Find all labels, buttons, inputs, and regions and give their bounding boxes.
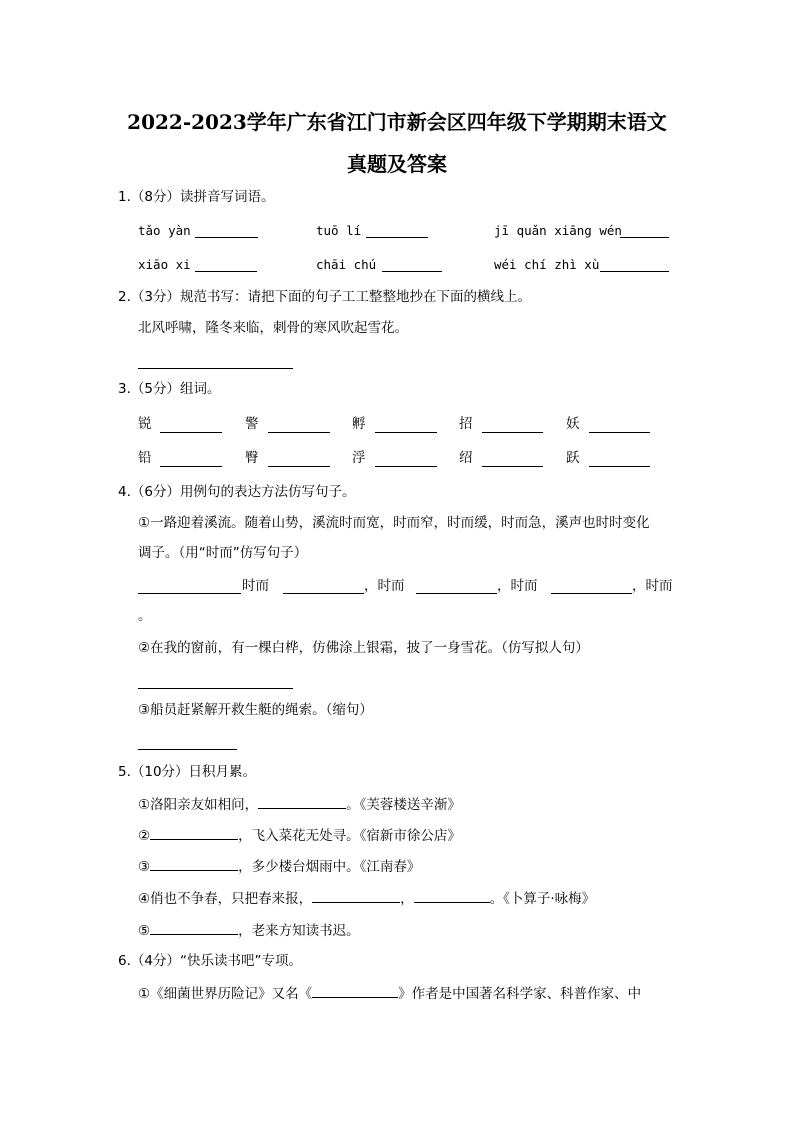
answer-blank[interactable] xyxy=(600,271,669,272)
q3-char: 招 xyxy=(459,416,473,432)
q5-item-2: ② ，飞入菜花无处寻。《宿新市徐公店》 xyxy=(138,825,461,845)
q1-heading: 1.（8分）读拼音写词语。 xyxy=(118,189,275,205)
pinyin-5: chāi chú xyxy=(316,257,377,272)
q3-char: 锐 xyxy=(138,416,152,432)
answer-blank[interactable] xyxy=(160,432,222,433)
answer-blank[interactable] xyxy=(620,237,669,238)
answer-blank[interactable] xyxy=(482,466,543,467)
answer-blank[interactable] xyxy=(375,466,437,467)
q3-char: 妖 xyxy=(566,416,580,432)
q3-heading: 3.（5分）组词。 xyxy=(118,381,221,397)
q3-char: 绍 xyxy=(459,450,473,466)
q3-char: 警 xyxy=(245,416,259,432)
answer-blank[interactable] xyxy=(312,888,400,903)
q2-sentence: 北风呼啸，隆冬来临，刺骨的寒风吹起雪花。 xyxy=(138,320,408,336)
answer-blank[interactable] xyxy=(482,432,543,433)
q3-char: 铅 xyxy=(138,450,152,466)
q4-shier: ，时而 xyxy=(632,578,673,594)
q4-s2: ②在我的窗前，有一棵白桦，仿佛涂上银霜，披了一身雪花。（仿写拟人句） xyxy=(138,640,589,656)
q3-char: 孵 xyxy=(352,416,366,432)
answer-blank[interactable] xyxy=(551,593,632,594)
doc-title-line1: 2022-2023学年广东省江门市新会区四年级下学期期末语文 xyxy=(127,110,667,134)
answer-line[interactable] xyxy=(138,368,293,369)
q4-heading: 4.（6分）用例句的表达方法仿写句子。 xyxy=(118,484,356,500)
q4-period: 。 xyxy=(138,608,152,624)
q4-s3: ③船员赶紧解开救生艇的绳索。（缩句） xyxy=(138,702,373,718)
answer-blank[interactable] xyxy=(195,271,257,272)
q3-char: 跃 xyxy=(566,450,580,466)
q4-s1-line1: ①一路迎着溪流。随着山势，溪流时而宽，时而窄，时而缓，时而急，溪声也时时变化 xyxy=(138,515,650,531)
answer-blank[interactable] xyxy=(150,856,238,871)
q4-shier: ，时而 xyxy=(364,578,405,594)
pinyin-3: jī quǎn xiāng wén xyxy=(494,223,622,238)
pinyin-4: xiāo xi xyxy=(138,257,191,272)
q2-heading: 2.（3分）规范书写：请把下面的句子工工整整地抄在下面的横线上。 xyxy=(118,289,531,305)
answer-blank[interactable] xyxy=(138,593,241,594)
q3-char: 臀 xyxy=(245,450,259,466)
q5-heading: 5.（10分）日积月累。 xyxy=(118,764,257,780)
answer-blank[interactable] xyxy=(589,466,650,467)
answer-blank[interactable] xyxy=(160,466,222,467)
answer-line[interactable] xyxy=(138,688,293,689)
answer-blank[interactable] xyxy=(382,271,442,272)
answer-blank[interactable] xyxy=(195,237,258,238)
q6-heading: 6.（4分）“快乐读书吧”专项。 xyxy=(118,953,302,969)
answer-blank[interactable] xyxy=(258,794,346,809)
q5-item-1: ①洛阳亲友如相问， 。《芙蓉楼送辛渐》 xyxy=(138,794,461,814)
answer-blank[interactable] xyxy=(312,983,398,998)
q4-s1-line2: 调子。（用“时而”仿写句子） xyxy=(138,545,308,561)
q4-shier: ，时而 xyxy=(497,578,538,594)
answer-blank[interactable] xyxy=(375,432,437,433)
answer-blank[interactable] xyxy=(150,920,238,935)
answer-blank[interactable] xyxy=(416,593,497,594)
q5-item-3: ③ ，多少楼台烟雨中。《江南春》 xyxy=(138,856,420,876)
q3-char: 浮 xyxy=(352,450,366,466)
q6-item-1: ①《细菌世界历险记》又名《 》作者是中国著名科学家、科普作家、中 xyxy=(138,983,641,1003)
pinyin-2: tuō lí xyxy=(316,223,362,238)
doc-title-line2: 真题及答案 xyxy=(347,152,447,176)
answer-line[interactable] xyxy=(138,749,237,750)
answer-blank[interactable] xyxy=(283,593,364,594)
answer-blank[interactable] xyxy=(366,237,428,238)
answer-blank[interactable] xyxy=(268,432,330,433)
answer-blank[interactable] xyxy=(268,466,330,467)
pinyin-1: tǎo yàn xyxy=(138,223,191,238)
q5-item-4: ④俏也不争春，只把春来报， ， 。《卜算子·咏梅》 xyxy=(138,888,595,908)
answer-blank[interactable] xyxy=(150,825,238,840)
q5-item-5: ⑤ ，老来方知读书迟。 xyxy=(138,920,360,940)
answer-blank[interactable] xyxy=(414,888,490,903)
answer-blank[interactable] xyxy=(589,432,650,433)
pinyin-6: wéi chí zhì xù xyxy=(494,257,600,272)
q4-shier: 时而 xyxy=(242,578,269,594)
